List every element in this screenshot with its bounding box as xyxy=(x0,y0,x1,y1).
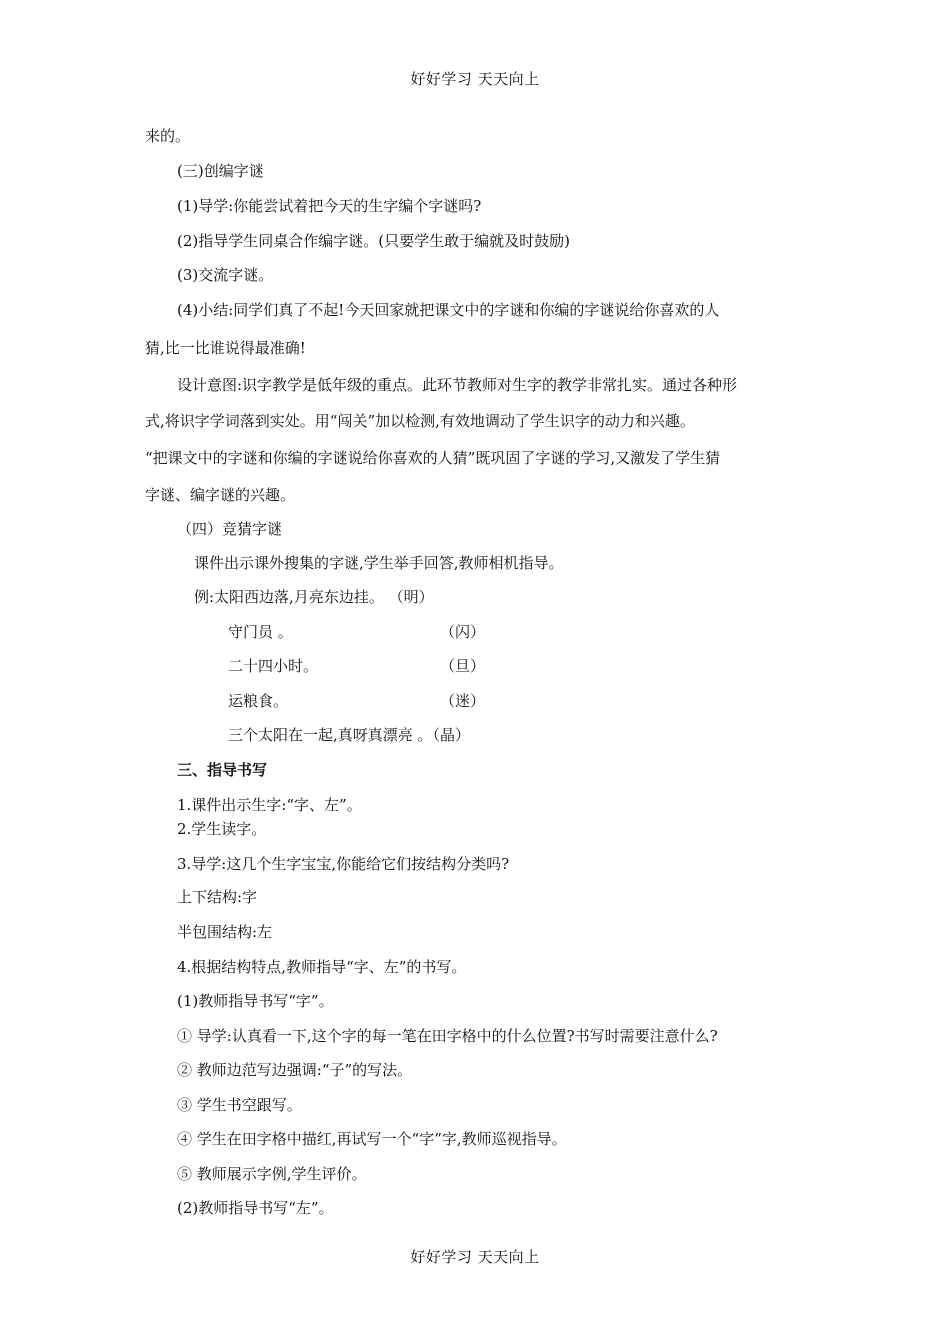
text-line: 式,将识字学词落到实处。用“闯关”加以检测,有效地调动了学生识字的动力和兴趣。 xyxy=(145,412,695,430)
text-line: ① 导学:认真看一下,这个字的每一笔在田字格中的什么位置?书写时需要注意什么? xyxy=(177,1027,718,1045)
riddle-question: 守门员 。 xyxy=(228,623,293,641)
text-line: 猜,比一比谁说得最准确! xyxy=(145,339,306,357)
section-heading: (三)创编字谜 xyxy=(177,162,264,180)
riddle-answer: （迷） xyxy=(440,692,486,710)
text-line: (3)交流字谜。 xyxy=(177,266,274,284)
riddle-answer: （旦） xyxy=(440,657,486,675)
text-line: 上下结构:字 xyxy=(177,888,258,906)
section-heading: （四）竞猜字谜 xyxy=(177,520,283,538)
text-line: ③ 学生书空跟写。 xyxy=(177,1096,302,1114)
text-line: 4.根据结构特点,教师指导“字、左”的书写。 xyxy=(177,958,467,976)
riddle-answer: （闪） xyxy=(440,623,486,641)
text-line: 1.课件出示生字:“字、左”。 xyxy=(177,796,362,814)
text-line: “把课文中的字谜和你编的字谜说给你喜欢的人猜”既巩固了字谜的学习,又激发了学生猜 xyxy=(145,449,721,467)
text-line: 2.学生读字。 xyxy=(177,820,267,838)
text-line: (4)小结:同学们真了不起!今天回家就把课文中的字谜和你编的字谜说给你喜欢的人 xyxy=(177,301,720,319)
section-3-heading: 三、指导书写 xyxy=(177,761,268,779)
page-footer: 好好学习 天天向上 xyxy=(410,1248,540,1266)
text-line: (2)指导学生同桌合作编字谜。(只要学生敢于编就及时鼓励) xyxy=(177,232,570,250)
text-line: ⑤ 教师展示字例,学生评价。 xyxy=(177,1165,367,1183)
riddle-question: 二十四小时。 xyxy=(228,657,319,675)
text-line: 课件出示课外搜集的字谜,学生举手回答,教师相机指导。 xyxy=(194,554,564,572)
text-line: 来的。 xyxy=(145,127,191,145)
text-line: 设计意图:识字教学是低年级的重点。此环节教师对生字的教学非常扎实。通过各种形 xyxy=(177,376,738,394)
text-line: 字谜、编字谜的兴趣。 xyxy=(145,486,296,504)
riddle-question: 运粮食。 xyxy=(228,692,289,710)
text-line: 半包围结构:左 xyxy=(177,923,273,941)
text-line: ② 教师边范写边强调:“子”的写法。 xyxy=(177,1061,413,1079)
text-line: ④ 学生在田字格中描红,再试写一个“字”字,教师巡视指导。 xyxy=(177,1130,567,1148)
text-line: (1)导学:你能尝试着把今天的生字编个字谜吗? xyxy=(177,197,482,215)
riddle-example: 例:太阳西边落,月亮东边挂。 （明） xyxy=(194,588,434,606)
text-line: (1)教师指导书写“字”。 xyxy=(177,992,334,1010)
text-line: (2)教师指导书写“左”。 xyxy=(177,1199,334,1217)
page-header: 好好学习 天天向上 xyxy=(410,70,540,88)
text-line: 3.导学:这几个生字宝宝,你能给它们按结构分类吗? xyxy=(177,855,510,873)
riddle-question: 三个太阳在一起,真呀真漂亮 。（晶） xyxy=(228,726,471,744)
